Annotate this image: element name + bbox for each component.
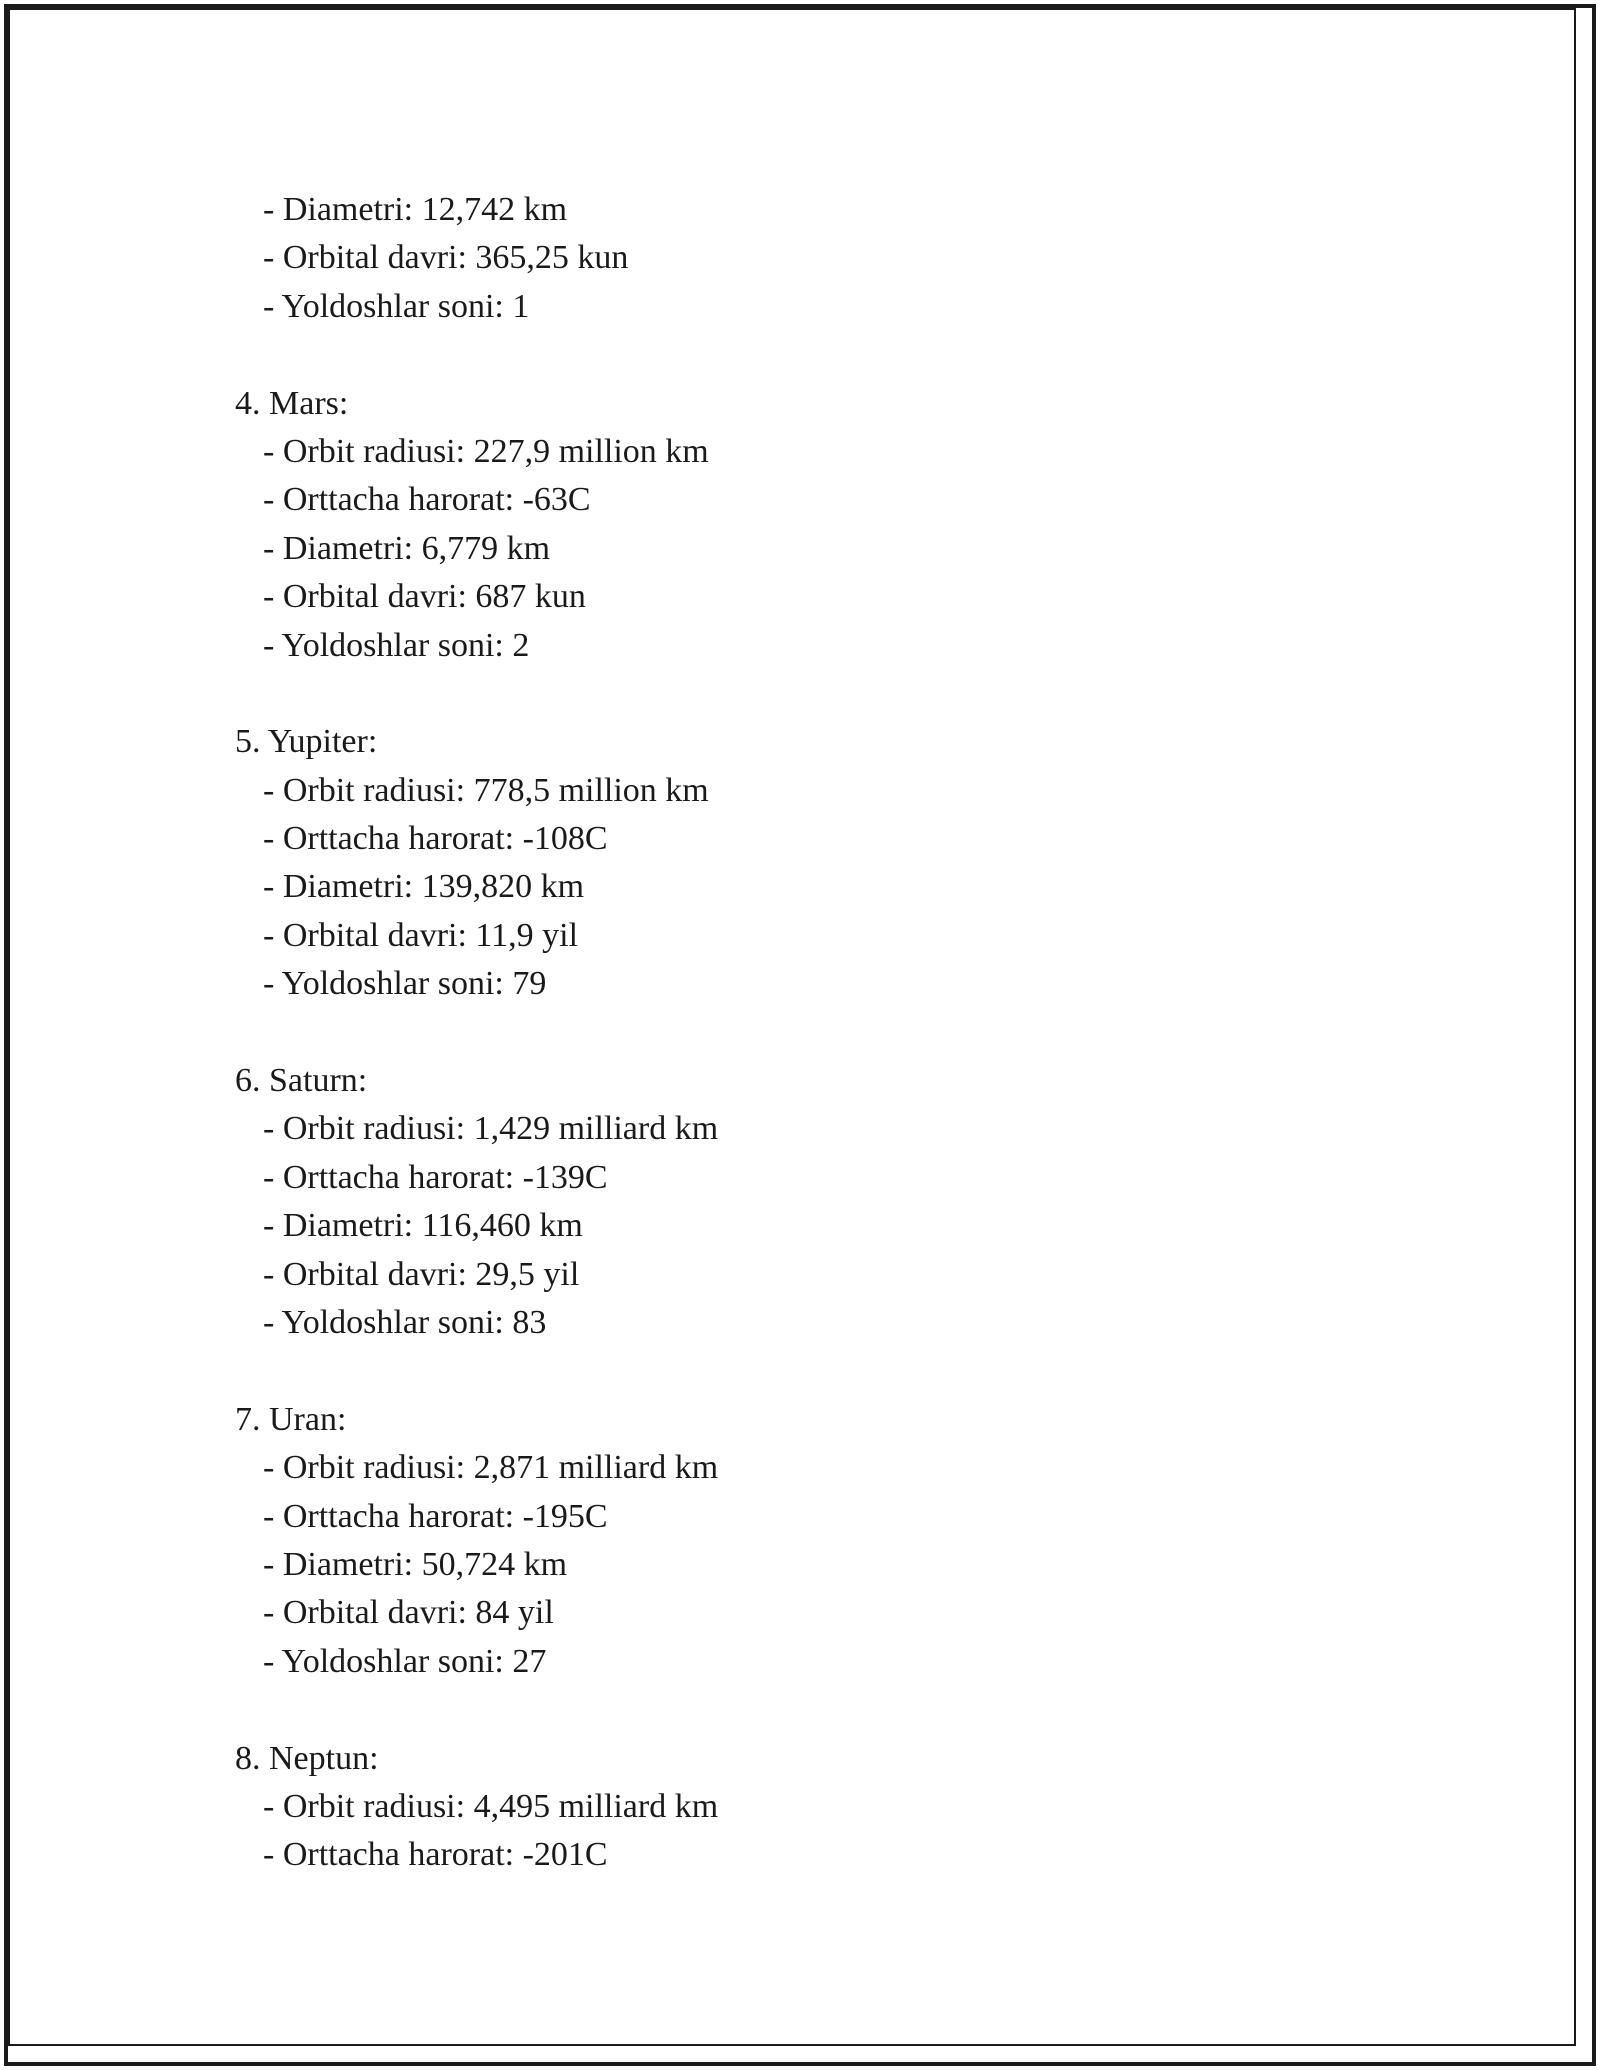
planet-heading: 8. Neptun:: [235, 1739, 379, 1777]
planet-section-saturn: [235, 1057, 1435, 1347]
list-item: - Orttacha harorat: -139C: [263, 1158, 608, 1196]
list-item: - Orttacha harorat: -195C: [263, 1497, 608, 1535]
list-item: - Orbit radiusi: 2,871 milliard km: [263, 1449, 719, 1487]
planet-heading: 7. Uran:: [235, 1400, 347, 1438]
document-body: [235, 186, 1435, 1880]
list-item: - Diametri: 139,820 km: [263, 868, 585, 906]
list-item: - Orbital davri: 687 kun: [263, 578, 586, 616]
list-item: - Orbit radiusi: 227,9 million km: [263, 432, 709, 470]
intro-list: [235, 186, 1435, 331]
list-item: - Yoldoshlar soni: 2: [263, 626, 530, 664]
planet-heading: 5. Yupiter:: [235, 723, 378, 761]
spacer: [235, 1009, 1435, 1057]
list-item: - Orbital davri: 365,25 kun: [263, 239, 629, 277]
list-item: - Orbit radiusi: 1,429 milliard km: [263, 1110, 719, 1148]
planet-heading: 6. Saturn:: [235, 1062, 368, 1100]
list-item: - Orbit radiusi: 4,495 milliard km: [263, 1787, 719, 1825]
list-item: - Diametri: 12,742 km: [263, 191, 568, 228]
planet-section-yupiter: [235, 718, 1435, 1008]
list-item: - Orbital davri: 29,5 yil: [263, 1255, 580, 1293]
list-item: - Orttacha harorat: -201C: [263, 1836, 608, 1874]
list-item: - Yoldoshlar soni: 27: [263, 1642, 547, 1680]
planet-heading: 4. Mars:: [235, 384, 349, 422]
planet-section-uran: [235, 1396, 1435, 1686]
list-item: - Diametri: 50,724 km: [263, 1545, 568, 1583]
list-item: - Orttacha harorat: -108C: [263, 820, 608, 858]
list-item: - Yoldoshlar soni: 1: [263, 287, 530, 325]
list-item: - Yoldoshlar soni: 79: [263, 965, 547, 1003]
list-item: - Diametri: 116,460 km: [263, 1207, 583, 1245]
list-item: - Yoldoshlar soni: 83: [263, 1303, 547, 1341]
spacer: [235, 1686, 1435, 1734]
spacer: [235, 331, 1435, 379]
list-item: - Orbital davri: 84 yil: [263, 1594, 554, 1632]
list-item: - Orttacha harorat: -63C: [263, 481, 591, 519]
spacer: [235, 1347, 1435, 1395]
planet-section-neptun: [235, 1735, 1435, 1880]
list-item: - Orbit radiusi: 778,5 million km: [263, 771, 709, 809]
list-item: - Orbital davri: 11,9 yil: [263, 916, 579, 954]
planet-section-mars: [235, 380, 1435, 670]
list-item: - Diametri: 6,779 km: [263, 529, 551, 567]
spacer: [235, 670, 1435, 718]
